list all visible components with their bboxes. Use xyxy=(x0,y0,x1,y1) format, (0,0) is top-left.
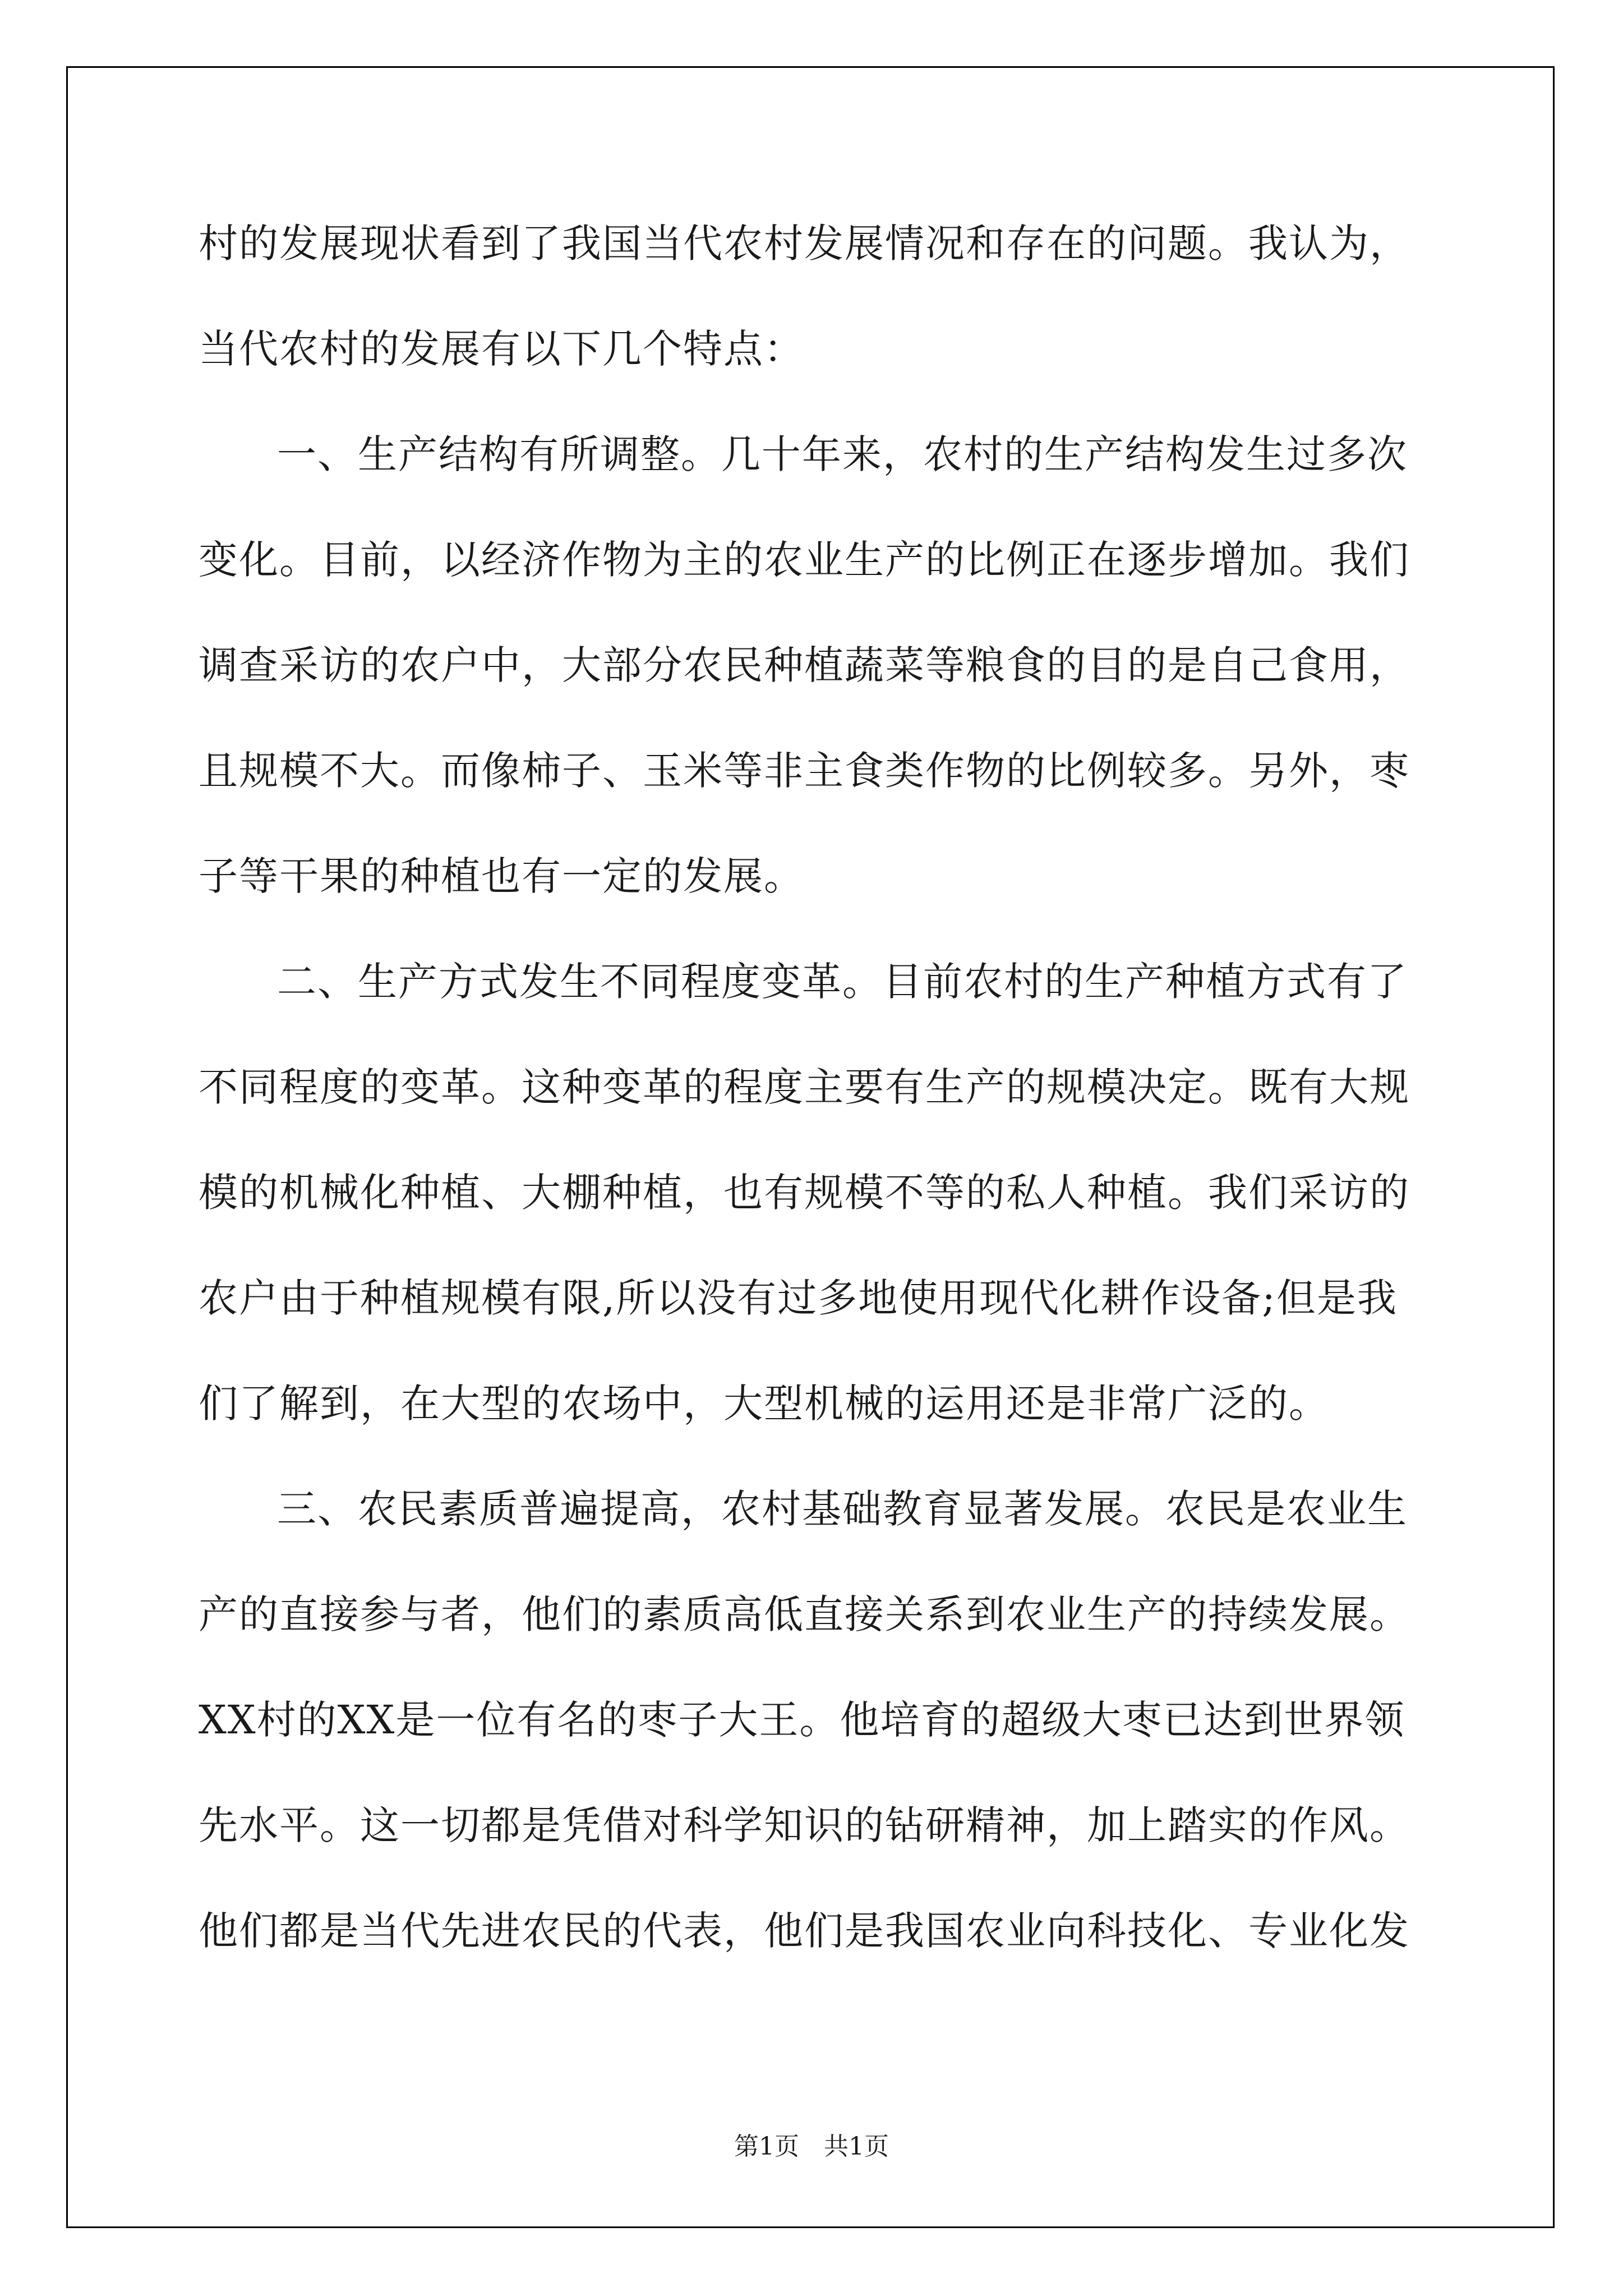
text-line: 模的机械化种植、大棚种植，也有规模不等的私人种植。我们采访的 xyxy=(199,1170,1410,1216)
text-line: 产的直接参与者，他们的素质高低直接关系到农业生产的持续发展。 xyxy=(199,1591,1410,1637)
text-line: 们了解到，在大型的农场中，大型机械的运用还是非常广泛的。 xyxy=(199,1381,1329,1427)
document-body xyxy=(199,191,1432,1984)
text-line: 子等干果的种植也有一定的发展。 xyxy=(199,853,804,899)
text-line: 当代农村的发展有以下几个特点： xyxy=(199,326,804,372)
text-line: 且规模不大。而像柿子、玉米等非主食类作物的比例较多。另外，枣 xyxy=(199,748,1410,794)
text-line: 变化。目前，以经济作物为主的农业生产的比例正在逐步增加。我们 xyxy=(199,537,1410,583)
page-number-footer: 第1页 共1页 xyxy=(734,2132,889,2161)
text-line: 调查采访的农户中，大部分农民种植蔬菜等粮食的目的是自己食用， xyxy=(199,642,1410,688)
paragraph-start-line: 一、生产结构有所调整。几十年来，农村的生产结构发生过多次 xyxy=(277,431,1408,477)
text-line: 不同程度的变革。这种变革的程度主要有生产的规模决定。既有大规 xyxy=(199,1064,1410,1110)
paragraph-start-line: 二、生产方式发生不同程度变革。目前农村的生产种植方式有了 xyxy=(277,959,1408,1005)
text-line: XX村的XX是一位有名的枣子大王。他培育的超级大枣已达到世界领 xyxy=(199,1697,1405,1743)
text-line: 他们都是当代先进农民的代表，他们是我国农业向科技化、专业化发 xyxy=(199,1908,1410,1954)
text-line: 农户由于种植规模有限,所以没有过多地使用现代化耕作设备;但是我 xyxy=(199,1275,1398,1321)
paragraph-start-line: 三、农民素质普遍提高，农村基础教育显著发展。农民是农业生 xyxy=(277,1486,1408,1532)
text-line: 村的发展现状看到了我国当代农村发展情况和存在的问题。我认为， xyxy=(199,220,1410,266)
text-line: 先水平。这一切都是凭借对科学知识的钻研精神，加上踏实的作风。 xyxy=(199,1802,1410,1848)
